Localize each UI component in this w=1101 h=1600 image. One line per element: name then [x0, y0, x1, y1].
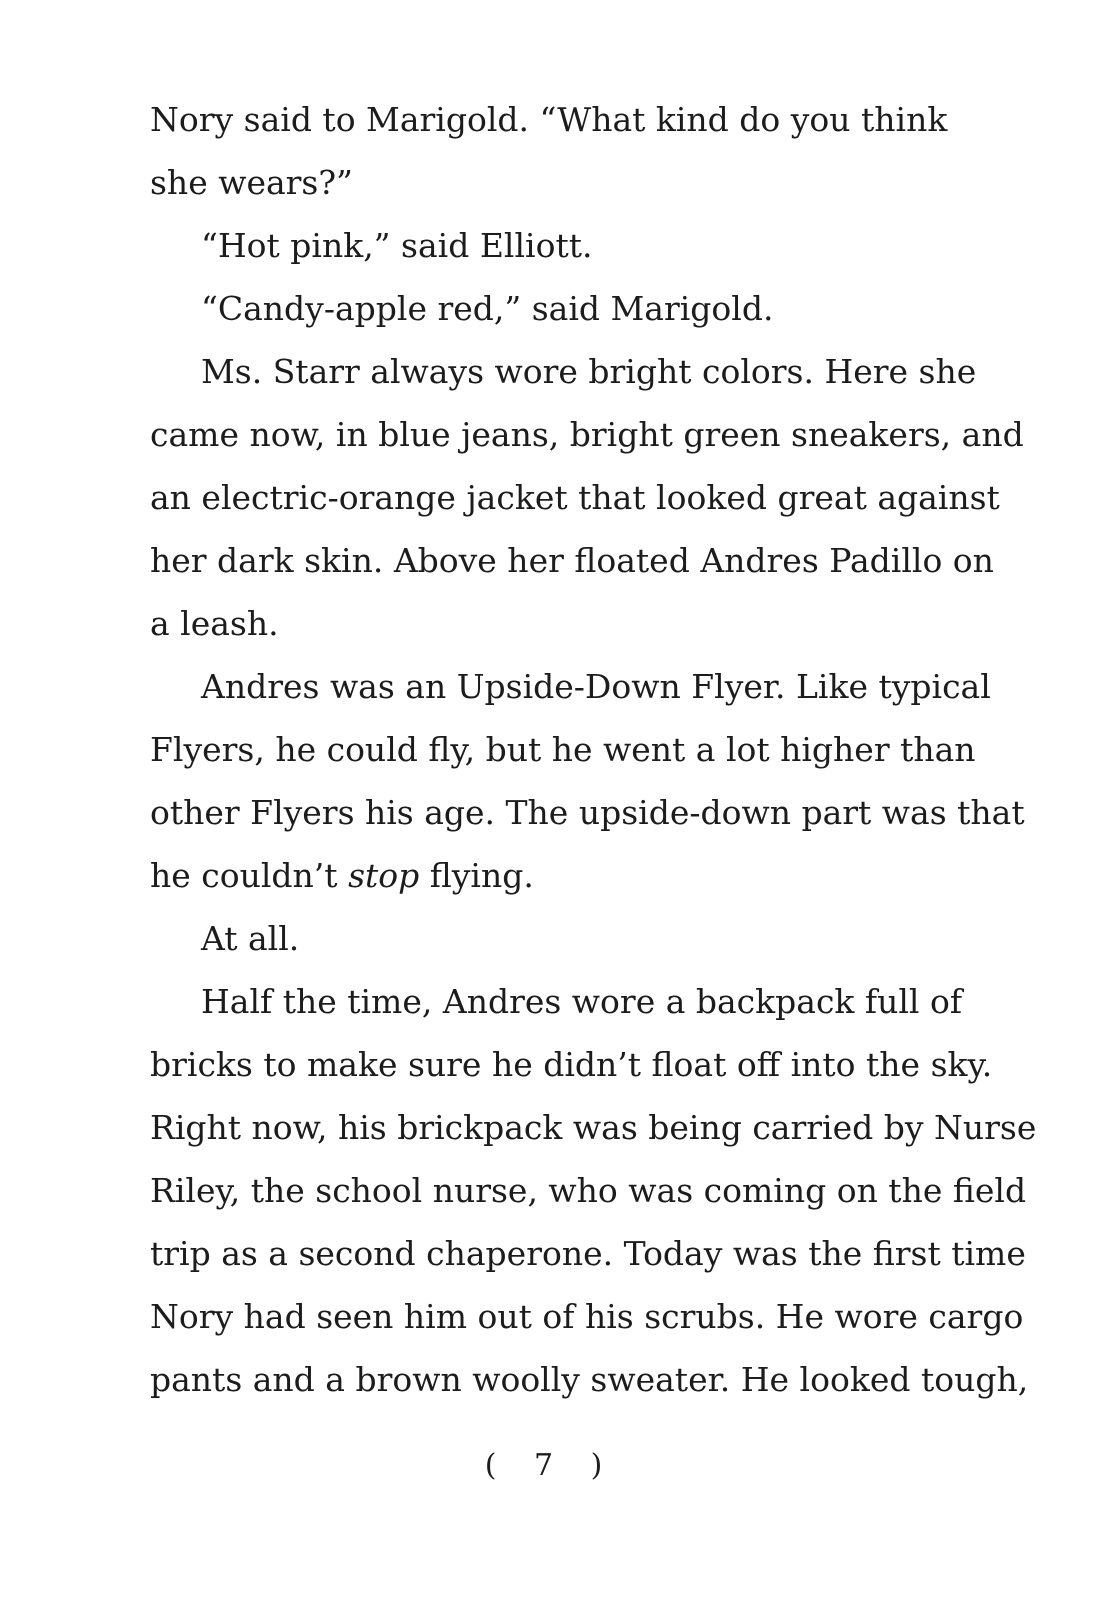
body-text — [150, 88, 1037, 1411]
text-line: a leash. — [150, 604, 279, 643]
text-line: bricks to make sure he didn’t float off into the sky. — [150, 1045, 993, 1084]
text-line: Andres was an Upside-Down Flyer. Like typical — [201, 667, 991, 706]
text-line: came now, in blue jeans, bright green sneakers, and — [150, 415, 1024, 454]
text-line: “Candy-apple red,” said Marigold. — [201, 289, 774, 328]
page-number: ( 7 ) — [484, 1448, 617, 1483]
text-line: Right now, his brickpack was being carried by Nurse — [150, 1108, 1037, 1147]
text-line: Nory had seen him out of his scrubs. He wore cargo — [150, 1297, 1024, 1336]
text-line: Ms. Starr always wore bright colors. Here she — [201, 352, 977, 391]
text-line: Riley, the school nurse, who was coming on the field — [150, 1171, 1027, 1210]
text-line: “Hot pink,” said Elliott. — [201, 226, 593, 265]
text-line: her dark skin. Above her floated Andres Padillo on — [150, 541, 994, 580]
text-line: Nory said to Marigold. “What kind do you think — [150, 100, 948, 139]
italic-word: stop — [348, 856, 420, 895]
text-line: she wears?” — [150, 163, 353, 202]
text-line: pants and a brown woolly sweater. He looked tough, — [150, 1360, 1029, 1399]
text-line: other Flyers his age. The upside-down part was that — [150, 793, 1025, 832]
text-line-with-italic — [150, 844, 946, 907]
text-segment: he couldn’t — [150, 856, 349, 895]
text-segment: flying. — [419, 856, 534, 895]
text-line: Flyers, he could fly, but he went a lot higher than — [150, 730, 976, 769]
text-line: At all. — [201, 919, 300, 958]
text-line: an electric-orange jacket that looked great against — [150, 478, 1000, 517]
text-line: trip as a second chaperone. Today was the first time — [150, 1234, 1026, 1273]
text-line: Half the time, Andres wore a backpack full of — [201, 982, 963, 1021]
